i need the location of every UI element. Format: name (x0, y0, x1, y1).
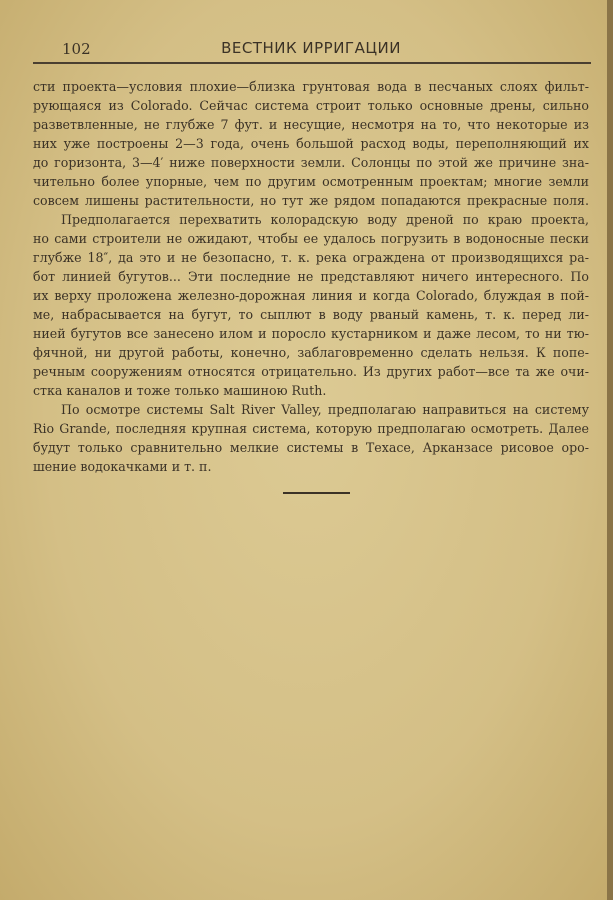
text-line: их верху проложена железно-дорожная линия и когда Colorado, блуждая в пой- (33, 288, 589, 303)
text-line: ме, набрасывается на бугут, то сыплют в воду рваный камень, т. к. перед ли- (33, 307, 589, 322)
journal-title: ВЕСТНИК ИРРИГАЦИИ (221, 39, 401, 57)
section-separator (283, 492, 350, 494)
text-line: рующаяся из Colorado. Сейчас система строит только основные дрены, сильно (33, 98, 589, 113)
text-line: речным сооружениям относятся отрицательно. Из других работ—все та же очи- (33, 364, 589, 379)
text-line: чительно более упорные, чем по другим осмотренным проектам; многие земли (33, 174, 589, 189)
text-line: По осмотре системы Salt River Valley, предполагаю направиться на систему (61, 402, 589, 417)
text-line: но сами строители не ожидают, чтобы ее удалось погрузить в водоносные пески (33, 231, 589, 246)
text-line: бот линией бугутов... Эти последние не представляют ничего интересного. По (33, 269, 589, 284)
text-line: до горизонта, 3—4′ ниже поверхности земли. Солонцы по этой же причине зна- (33, 155, 589, 170)
body-text (33, 77, 589, 476)
text-line: будут только сравнительно мелкие системы в Техасе, Арканзасе рисовое оро- (33, 440, 589, 455)
text-line: фячной, ни другой работы, конечно, заблаговременно сделать нельзя. К попе- (33, 345, 589, 360)
page-edge (607, 0, 613, 900)
text-line: нией бугутов все занесено илом и поросло кустарником и даже лесом, то ни тю- (33, 326, 589, 341)
text-line: шение водокачками и т. п. (33, 459, 212, 474)
text-line: совсем лишены растительности, но тут же рядом попадаются прекрасные поля. (33, 193, 589, 208)
page-number: 102 (62, 40, 91, 58)
text-line: Rio Grande, последняя крупная система, которую предполагаю осмотреть. Далее (33, 421, 589, 436)
text-line: стка каналов и тоже только машиною Ruth. (33, 383, 327, 398)
running-header (33, 38, 589, 60)
text-line: них уже построены 2—3 года, очень большой расход воды, переполняющий их (33, 136, 589, 151)
text-line: сти проекта—условия плохие—близка грунтовая вода в песчаных слоях фильт- (33, 79, 589, 94)
header-rule (33, 62, 591, 64)
text-line: Предполагается перехватить колорадскую воду дреной по краю проекта, (61, 212, 589, 227)
text-line: глубже 18″, да это и не безопасно, т. к. река ограждена от производящихся ра- (33, 250, 589, 265)
text-line: разветвленные, не глубже 7 фут. и несущие, несмотря на то, что некоторые из (33, 117, 589, 132)
